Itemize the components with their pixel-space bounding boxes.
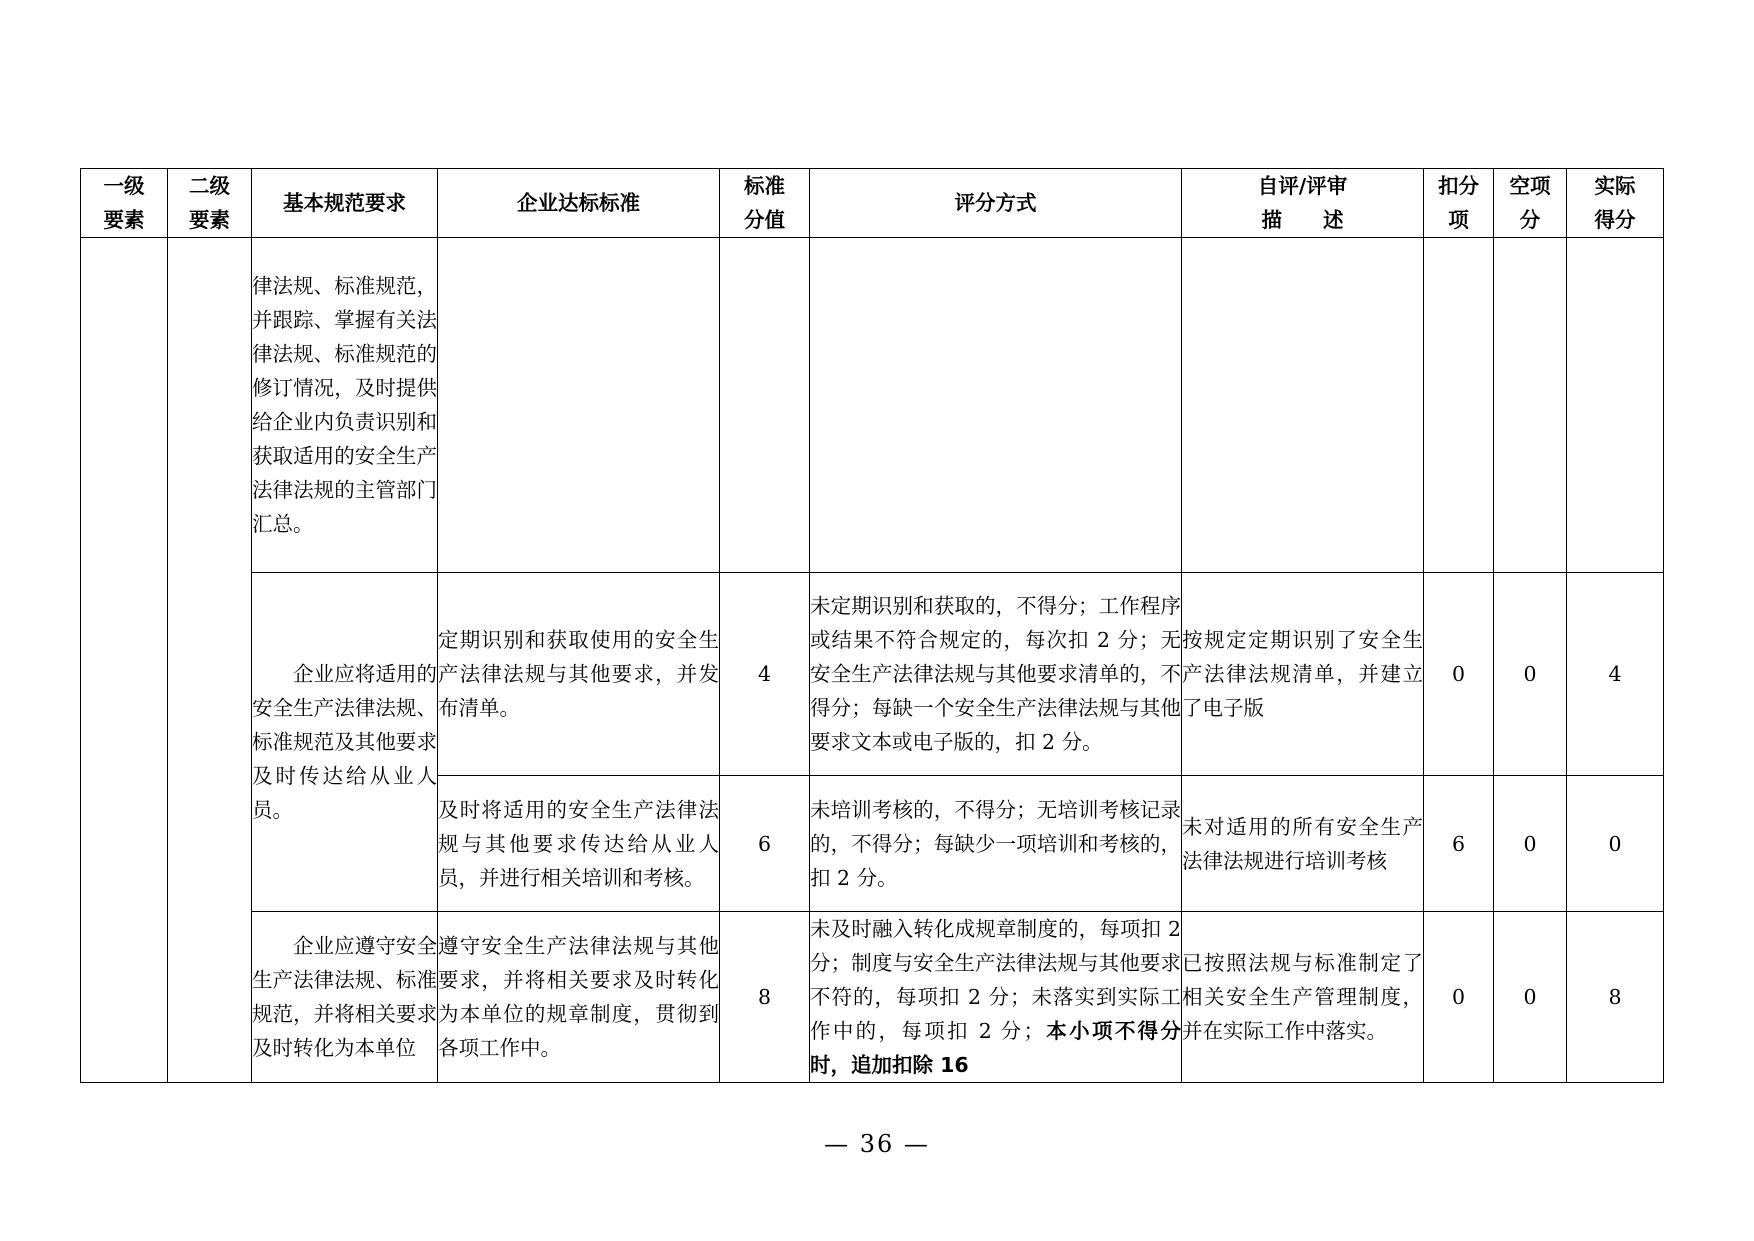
empty-cell: 0 (1494, 776, 1567, 912)
requirement-cell: 律法规、标准规范，并跟踪、掌握有关法律法规、标准规范的修订情况，及时提供给企业内负责识别和获取适用的安全生产法律法规的主管部门汇总。 (252, 238, 438, 573)
table-row (81, 238, 1664, 573)
actual-cell: 8 (1567, 912, 1664, 1083)
score-cell: 4 (720, 573, 810, 776)
header-row (81, 169, 1664, 238)
header-level2: 二级 要素 (168, 169, 252, 238)
method-text: 未及时融入转化成规章制度的，每项扣 2 分；制度与安全生产法律法规与其他要求不符的，每项扣 2 分；未落实到实际工作中的，每项扣 2 分； (810, 917, 1181, 1043)
actual-cell (1567, 238, 1664, 573)
score-cell: 8 (720, 912, 810, 1083)
method-bold-text: 本小项不得分时，追加扣除 16 (810, 1019, 1182, 1077)
empty-cell: 0 (1494, 912, 1567, 1083)
actual-cell: 4 (1567, 573, 1664, 776)
requirement-cell: 企业应将适用的安全生产法律法规、标准规范及其他要求及时传达给从业人员。 (252, 573, 438, 912)
table-row (81, 573, 1664, 776)
header-empty: 空项 分 (1494, 169, 1567, 238)
deduct-cell: 0 (1424, 573, 1494, 776)
standard-cell: 及时将适用的安全生产法律法规与其他要求传达给从业人员，并进行相关培训和考核。 (438, 776, 720, 912)
standard-cell: 定期识别和获取使用的安全生产法律法规与其他要求，并发布清单。 (438, 573, 720, 776)
header-score: 标准 分值 (720, 169, 810, 238)
score-cell (720, 238, 810, 573)
empty-cell: 0 (1494, 573, 1567, 776)
deduct-cell (1424, 238, 1494, 573)
empty-cell (1494, 238, 1567, 573)
deduct-cell: 0 (1424, 912, 1494, 1083)
standard-cell (438, 238, 720, 573)
table-row (81, 912, 1664, 1083)
header-standard: 企业达标标准 (438, 169, 720, 238)
header-method: 评分方式 (810, 169, 1182, 238)
standard-cell: 遵守安全生产法律法规与其他要求，并将相关要求及时转化为本单位的规章制度，贯彻到各项工作中。 (438, 912, 720, 1083)
header-actual: 实际 得分 (1567, 169, 1664, 238)
description-cell (1182, 238, 1424, 573)
actual-cell: 0 (1567, 776, 1664, 912)
header-deduct: 扣分 项 (1424, 169, 1494, 238)
level1-cell (81, 238, 168, 1083)
description-cell: 已按照法规与标准制定了相关安全生产管理制度，并在实际工作中落实。 (1182, 912, 1424, 1083)
description-cell: 按规定定期识别了安全生产法律法规清单，并建立了电子版 (1182, 573, 1424, 776)
requirement-cell: 企业应遵守安全生产法律法规、标准规范，并将相关要求及时转化为本单位 (252, 912, 438, 1083)
score-cell: 6 (720, 776, 810, 912)
method-cell (810, 238, 1182, 573)
description-cell: 未对适用的所有安全生产法律法规进行培训考核 (1182, 776, 1424, 912)
method-cell: 未定期识别和获取的，不得分；工作程序或结果不符合规定的，每次扣 2 分；无安全生产法律法规与其他要求清单的，不得分；每缺一个安全生产法律法规与其他要求文本或电子版的，扣 2 分。 (810, 573, 1182, 776)
header-requirement: 基本规范要求 (252, 169, 438, 238)
page-number: — 36 — (824, 1130, 930, 1158)
method-cell: 未培训考核的，不得分；无培训考核记录的，不得分；每缺少一项培训和考核的，扣 2 分。 (810, 776, 1182, 912)
header-level1: 一级 要素 (81, 169, 168, 238)
method-cell (810, 912, 1182, 1083)
level2-cell (168, 238, 252, 1083)
scoring-table (80, 168, 1664, 1083)
deduct-cell: 6 (1424, 776, 1494, 912)
header-description: 自评/评审 描 述 (1182, 169, 1424, 238)
